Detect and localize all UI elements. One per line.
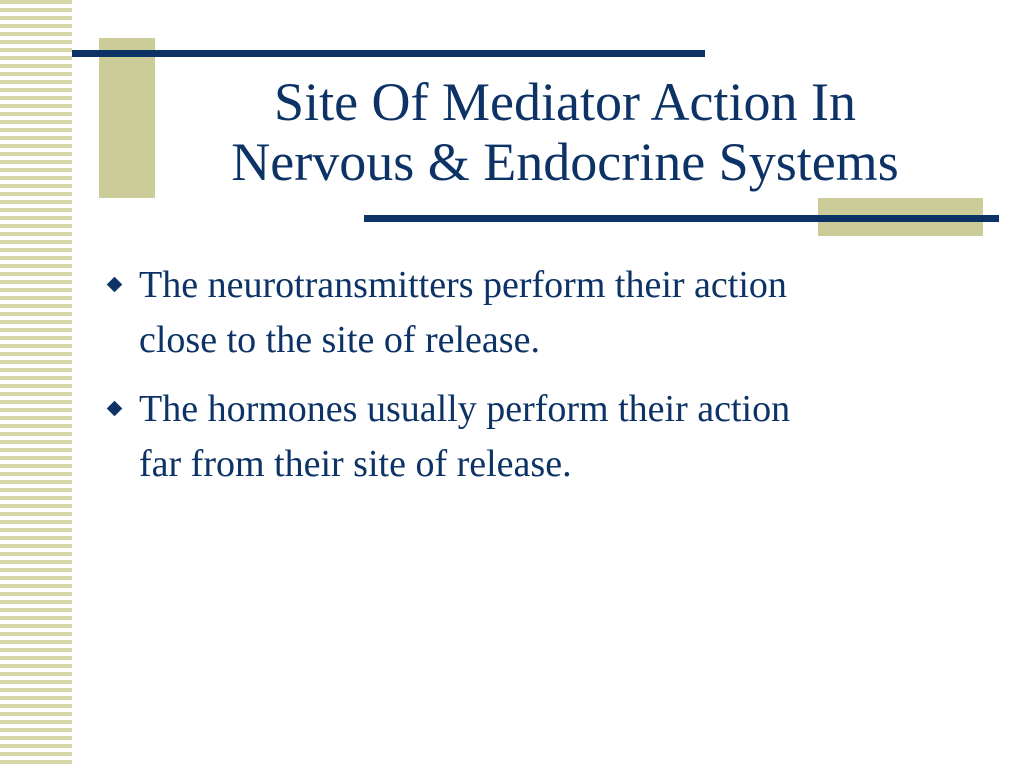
slide-title	[150, 72, 980, 192]
bullet-item-2	[105, 382, 945, 492]
diamond-bullet-icon	[107, 401, 123, 417]
slide-title-line-1: Site Of Mediator Action In	[274, 72, 856, 132]
bullet-item-1	[105, 258, 945, 368]
bullet-1-line-1: The neurotransmitters perform their action	[139, 264, 787, 306]
bullet-2-line-2: far from their site of release.	[139, 443, 572, 485]
slide-title-line-2: Nervous & Endocrine Systems	[231, 132, 899, 192]
title-rule-top	[72, 50, 705, 57]
bullet-2-line-1: The hormones usually perform their action	[139, 388, 791, 430]
decorative-side-stripes	[0, 0, 72, 768]
bullet-1-line-2: close to the site of release.	[139, 319, 540, 361]
title-rule-bottom	[364, 215, 999, 222]
bullet-text-1	[139, 258, 945, 368]
bullet-list	[105, 258, 945, 506]
bullet-text-2	[139, 382, 945, 492]
accent-block-left	[99, 38, 155, 198]
diamond-bullet-icon	[107, 277, 123, 293]
